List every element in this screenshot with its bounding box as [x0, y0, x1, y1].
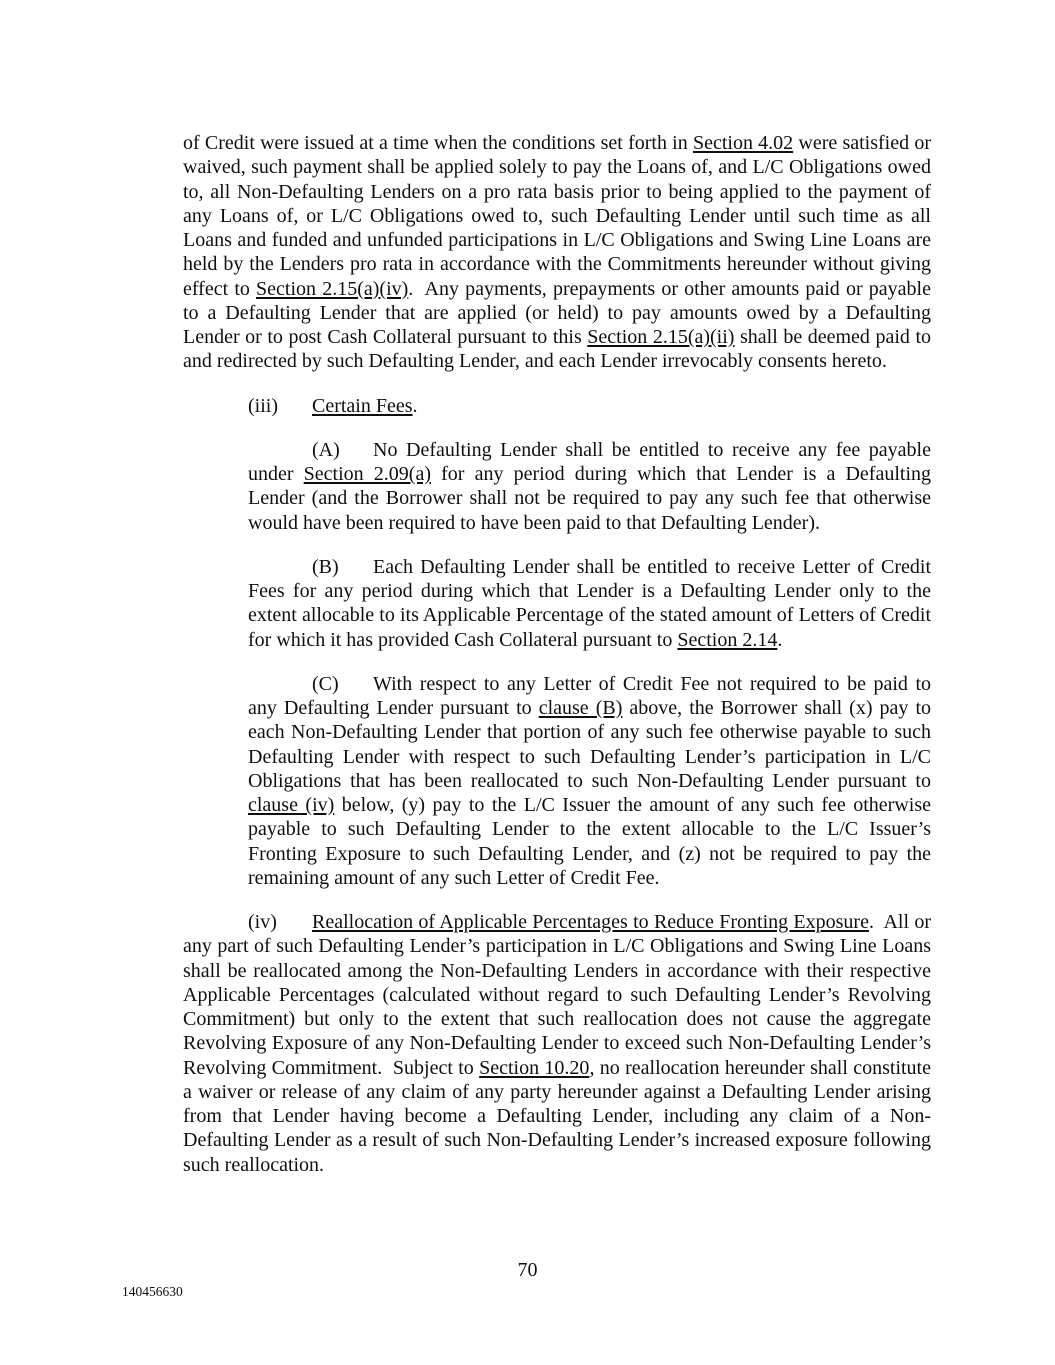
- text-run: for any period during which that Lender is a Defaulting Lender (and the Borrower shall not be required to pay any such fee that otherwise would have been required to have been paid to that Defaulting Lender).: [248, 463, 932, 534]
- clause-marker: (A): [312, 438, 340, 461]
- clause-marker: (C): [312, 672, 339, 695]
- text-run: With respect to any Letter of Credit Fee not required to be paid to any Defaulting Lender pursuant to: [248, 672, 931, 719]
- underlined-reference: Section 2.15(a)(iv): [256, 277, 409, 300]
- underlined-reference: clause (iv): [248, 794, 335, 816]
- underlined-reference: Reallocation of Applicable Percentages to Reduce Fronting Exposure: [312, 911, 869, 933]
- underlined-reference: Section 10.20: [479, 1056, 590, 1079]
- clause-c-paragraph: [248, 672, 931, 890]
- text-run: Each Defaulting Lender shall be entitled to receive Letter of Credit Fees for any period during which that Lender is a Defaulting Lender only to the extent allocable to its Applicable Percentage of the stated amount of Letters of Credit for which it has provided Cash Collateral pursuant to: [248, 555, 931, 651]
- underlined-reference: Section 2.14: [677, 628, 778, 651]
- text-run: No Defaulting Lender shall be entitled to receive any fee payable under: [248, 438, 931, 485]
- text-run: were satisfied or waived, such payment shall be applied solely to pay the Loans of, and L/C Obligations owed to, all Non-Defaulting Lenders on a pro rata basis prior to being applied to the payment of any Loans of, or L/C Obligations owed to, such Defaulting Lender until such time as all Loans and funded and unfunded participations in L/C Obligations and Swing Line Loans are held by the Lenders pro rata in accordance with the Commitments hereunder without giving effect to: [183, 132, 931, 300]
- document-id-footer: 140456630: [122, 1284, 183, 1299]
- clause-marker: (B): [312, 555, 339, 578]
- text-run: .: [412, 394, 418, 417]
- text-run: , no reallocation hereunder shall constitute a waiver or release of any claim of any party hereunder against a Defaulting Lender arising from that Lender having become a Defaulting Lender, including any claim of a Non-Defaulting Lender as a result of such Non-Defaulting Lender’s increased exposure following such reallocation.: [183, 1056, 931, 1176]
- heading-certain-fees: [248, 394, 931, 418]
- clause-marker: (iv): [248, 911, 277, 933]
- clause-b-paragraph: [248, 555, 931, 652]
- clause-a-paragraph: [248, 438, 931, 535]
- underlined-reference: Section 2.15(a)(ii): [587, 326, 735, 348]
- underlined-reference: clause (B): [538, 697, 623, 719]
- clause-marker: (iii): [248, 394, 278, 417]
- text-run: .: [777, 628, 783, 651]
- text-run: . All or any part of such Defaulting Lender’s participation in L/C Obligations and Swing Line Loans shall be reallocated among the Non-Defaulting Lenders in accordance with their respective Applicable Percentages (calculated without regard to such Defaulting Lender’s Revolving Commitment) but only to the extent that such reallocation does not cause the aggregate Revolving Exposure of any Non-Defaulting Lender to exceed such Non-Defaulting Lender’s Revolving Commitment. Subject to: [183, 911, 931, 1079]
- page-number: 70: [517, 1259, 538, 1281]
- text-run: . Any payments, prepayments or other amounts paid or payable to a Defaulting Lender that are applied (or held) to pay amounts owed by a Defaulting Lender or to post Cash Collateral pursuant to this: [183, 277, 931, 348]
- document-body: [183, 131, 931, 1197]
- underlined-reference: Section 2.09(a): [303, 463, 431, 485]
- paragraph-continuation: [183, 131, 931, 374]
- underlined-reference: Certain Fees: [312, 394, 413, 417]
- text-run: below, (y) pay to the L/C Issuer the amount of any such fee otherwise payable to such Defaulting Lender to the extent allocable to the L/C Issuer’s Fronting Exposure to such Defaulting Lender, and (z) not be required to pay the remaining amount of any such Letter of Credit Fee.: [248, 794, 931, 889]
- text-run: of Credit were issued at a time when the conditions set forth in: [183, 132, 693, 154]
- text-run: shall be deemed paid to and redirected by such Defaulting Lender, and each Lender irrevocably consents hereto.: [183, 326, 932, 373]
- underlined-reference: Section 4.02: [692, 132, 794, 154]
- text-run: above, the Borrower shall (x) pay to each Non-Defaulting Lender that portion of any such fee otherwise payable to such Defaulting Lender with respect to such Defaulting Lender’s participation in L/C Obligations that has been reallocated to such Non-Defaulting Lender pursuant to: [248, 697, 932, 792]
- clause-iv-reallocation-paragraph: [183, 910, 931, 1177]
